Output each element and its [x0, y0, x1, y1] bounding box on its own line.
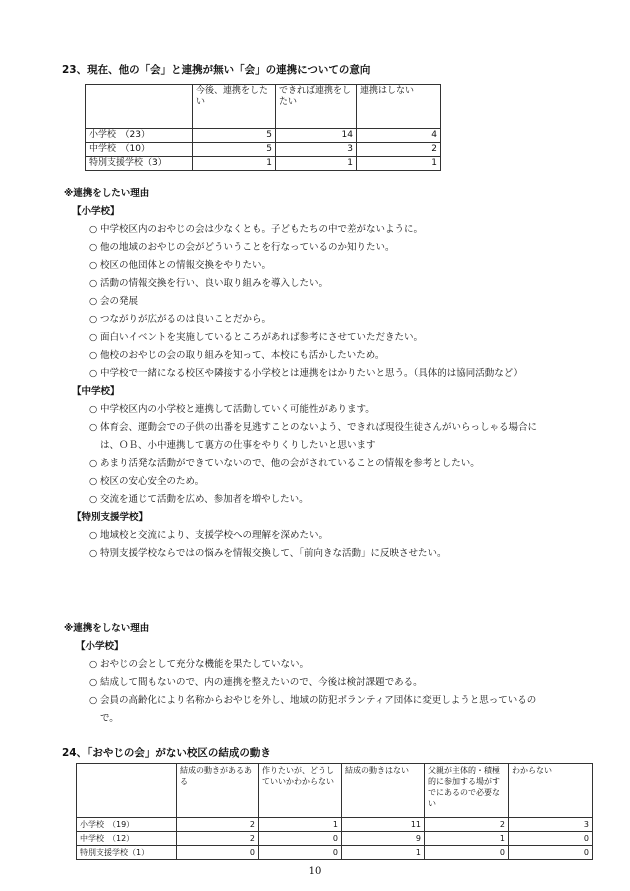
table-cell: 1 — [276, 157, 357, 171]
list-item: ○ 中学校区内の小学校と連携して活動していく可能性があります。 — [89, 401, 554, 419]
circle-bullet-icon: ○ — [89, 278, 98, 289]
table-cell: 1 — [342, 846, 425, 860]
list-item: ○ つながりが広がるのは良いことだから。 — [89, 311, 554, 329]
table-cell: 5 — [193, 143, 276, 157]
table-cell: 1 — [357, 157, 441, 171]
table-cell: 5 — [193, 129, 276, 143]
table-cell: 0 — [259, 832, 342, 846]
circle-bullet-icon: ○ — [89, 260, 98, 271]
table-cell: 0 — [509, 846, 593, 860]
q24-table — [76, 763, 593, 860]
list-item: ○ 他校のおやじの会の取り組みを知って、本校にも活かしたいため。 — [89, 347, 554, 365]
circle-bullet-icon: ○ — [89, 314, 98, 325]
table-cell: 14 — [276, 129, 357, 143]
row-label: 中学校 （10） — [86, 143, 193, 157]
circle-bullet-icon: ○ — [89, 548, 98, 559]
table-row — [86, 157, 441, 171]
circle-bullet-icon: ○ — [89, 695, 98, 706]
list-item: ○ 校区の他団体との情報交換をやりたい。 — [89, 257, 554, 275]
row-label: 小学校 （23） — [86, 129, 193, 143]
table-cell: 9 — [342, 832, 425, 846]
table-cell: 2 — [425, 818, 509, 832]
row-label: 中学校 （12） — [77, 832, 177, 846]
q24-header-cell: 結成の動きはない — [342, 764, 425, 818]
list-item: ○ 交流を通じて活動を広め、参加者を増やしたい。 — [89, 491, 554, 509]
table-cell: 3 — [509, 818, 593, 832]
list-item: ○ 結成して間もないので、内の連携を整えたいので、今後は検討課題である。 — [89, 674, 554, 692]
list-item: ○ 校区の安心安全のため。 — [89, 473, 554, 491]
circle-bullet-icon: ○ — [89, 659, 98, 670]
list-item: ○ 他の地域のおやじの会がどういうことを行なっているのか知りたい。 — [89, 239, 554, 257]
q23-header-cell: 今後、連携をしたい — [193, 85, 276, 129]
reasons-no-section — [64, 620, 554, 728]
q24-header-cell: 作りたいが、どうしていいかわからない — [259, 764, 342, 818]
list-item: ○ 会の発展 — [89, 293, 554, 311]
table-cell: 1 — [193, 157, 276, 171]
circle-bullet-icon: ○ — [89, 224, 98, 235]
reason-group-junior-high — [64, 383, 554, 509]
group-label: 【小学校】 — [76, 641, 124, 652]
circle-bullet-icon: ○ — [89, 368, 98, 379]
circle-bullet-icon: ○ — [89, 350, 98, 361]
q24-header-cell: 結成の動きがあるある — [177, 764, 259, 818]
list-item: ○ おやじの会として充分な機能を果たしていない。 — [89, 656, 554, 674]
section-heading: ※連携をしたい理由 — [64, 188, 150, 199]
q23-title: 23、現在、他の「会」と連携が無い「会」の連携についての意向 — [62, 64, 371, 76]
list-item: ○ あまり活発な活動ができていないので、他の会がされていることの情報を参考としたい。 — [89, 455, 554, 473]
table-cell: 2 — [177, 832, 259, 846]
circle-bullet-icon: ○ — [89, 677, 98, 688]
list-item: ○ 面白いイベントを実施しているところがあれば参考にさせていただきたい。 — [89, 329, 554, 347]
table-cell: 0 — [177, 846, 259, 860]
circle-bullet-icon: ○ — [89, 476, 98, 487]
table-cell: 2 — [177, 818, 259, 832]
table-cell: 0 — [425, 846, 509, 860]
table-cell: 2 — [357, 143, 441, 157]
page-number: 10 — [308, 866, 322, 877]
table-cell: 11 — [342, 818, 425, 832]
circle-bullet-icon: ○ — [89, 296, 98, 307]
group-label: 【中学校】 — [72, 386, 120, 397]
table-row — [77, 846, 593, 860]
q24-header-cell: 父親が主体的・積極的に参加する場がすでにあるので必要ない — [425, 764, 509, 818]
table-row — [86, 143, 441, 157]
circle-bullet-icon: ○ — [89, 404, 98, 415]
table-row — [77, 832, 593, 846]
reasons-yes-section — [64, 185, 554, 563]
list-item: ○ 特別支援学校ならではの悩みを情報交換して、「前向きな活動」に反映させたい。 — [89, 545, 554, 563]
group-label: 【小学校】 — [72, 206, 120, 217]
q23-header-cell: できれば連携をしたい — [276, 85, 357, 129]
circle-bullet-icon: ○ — [89, 332, 98, 343]
table-row — [77, 818, 593, 832]
table-cell: 1 — [259, 818, 342, 832]
group-label: 【特別支援学校】 — [72, 512, 149, 523]
q24-header-cell: わからない — [509, 764, 593, 818]
list-item: ○ 中学校で一緒になる校区や隣接する小学校とは連携をはかりたいと思う。（具体的は協同活動など） — [89, 365, 554, 383]
q23-table — [85, 84, 441, 171]
table-cell: 0 — [509, 832, 593, 846]
q24-header-row — [77, 764, 593, 818]
reason-group-elementary — [64, 638, 554, 728]
list-item: ○ 会員の高齢化により名称からおやじを外し、地域の防犯ボランティア団体に変更しようと思っているので。 — [89, 692, 554, 728]
list-item: ○ 体育会、運動会での子供の出番を見逃すことのないよう、できれば現役生徒さんがいらっしゃる場合には、ＯＢ、小中連携して裏方の仕事をやりくりしたいと思います — [89, 419, 554, 455]
circle-bullet-icon: ○ — [89, 242, 98, 253]
list-item: ○ 地域校と交流により、支援学校への理解を深めたい。 — [89, 527, 554, 545]
circle-bullet-icon: ○ — [89, 494, 98, 505]
section-heading: ※連携をしない理由 — [64, 623, 150, 634]
table-cell: 3 — [276, 143, 357, 157]
table-cell: 1 — [425, 832, 509, 846]
table-row — [86, 129, 441, 143]
q24-title: 24、「おやじの会」がない校区の結成の動き — [62, 747, 271, 759]
table-cell: 4 — [357, 129, 441, 143]
circle-bullet-icon: ○ — [89, 530, 98, 541]
reason-group-elementary — [64, 203, 554, 383]
list-item: ○ 活動の情報交換を行い、良い取り組みを導入したい。 — [89, 275, 554, 293]
reason-group-special-support — [64, 509, 554, 563]
circle-bullet-icon: ○ — [89, 458, 98, 469]
q23-header-cell: 連携はしない — [357, 85, 441, 129]
q24-corner-cell — [77, 764, 177, 818]
row-label: 特別支援学校（3） — [86, 157, 193, 171]
row-label: 小学校 （19） — [77, 818, 177, 832]
list-item: ○ 中学校区内のおやじの会は少なくとも。子どもたちの中で差がないように。 — [89, 221, 554, 239]
q23-corner-cell — [86, 85, 193, 129]
table-cell: 0 — [259, 846, 342, 860]
q23-header-row — [86, 85, 441, 129]
circle-bullet-icon: ○ — [89, 422, 98, 433]
row-label: 特別支援学校（1） — [77, 846, 177, 860]
